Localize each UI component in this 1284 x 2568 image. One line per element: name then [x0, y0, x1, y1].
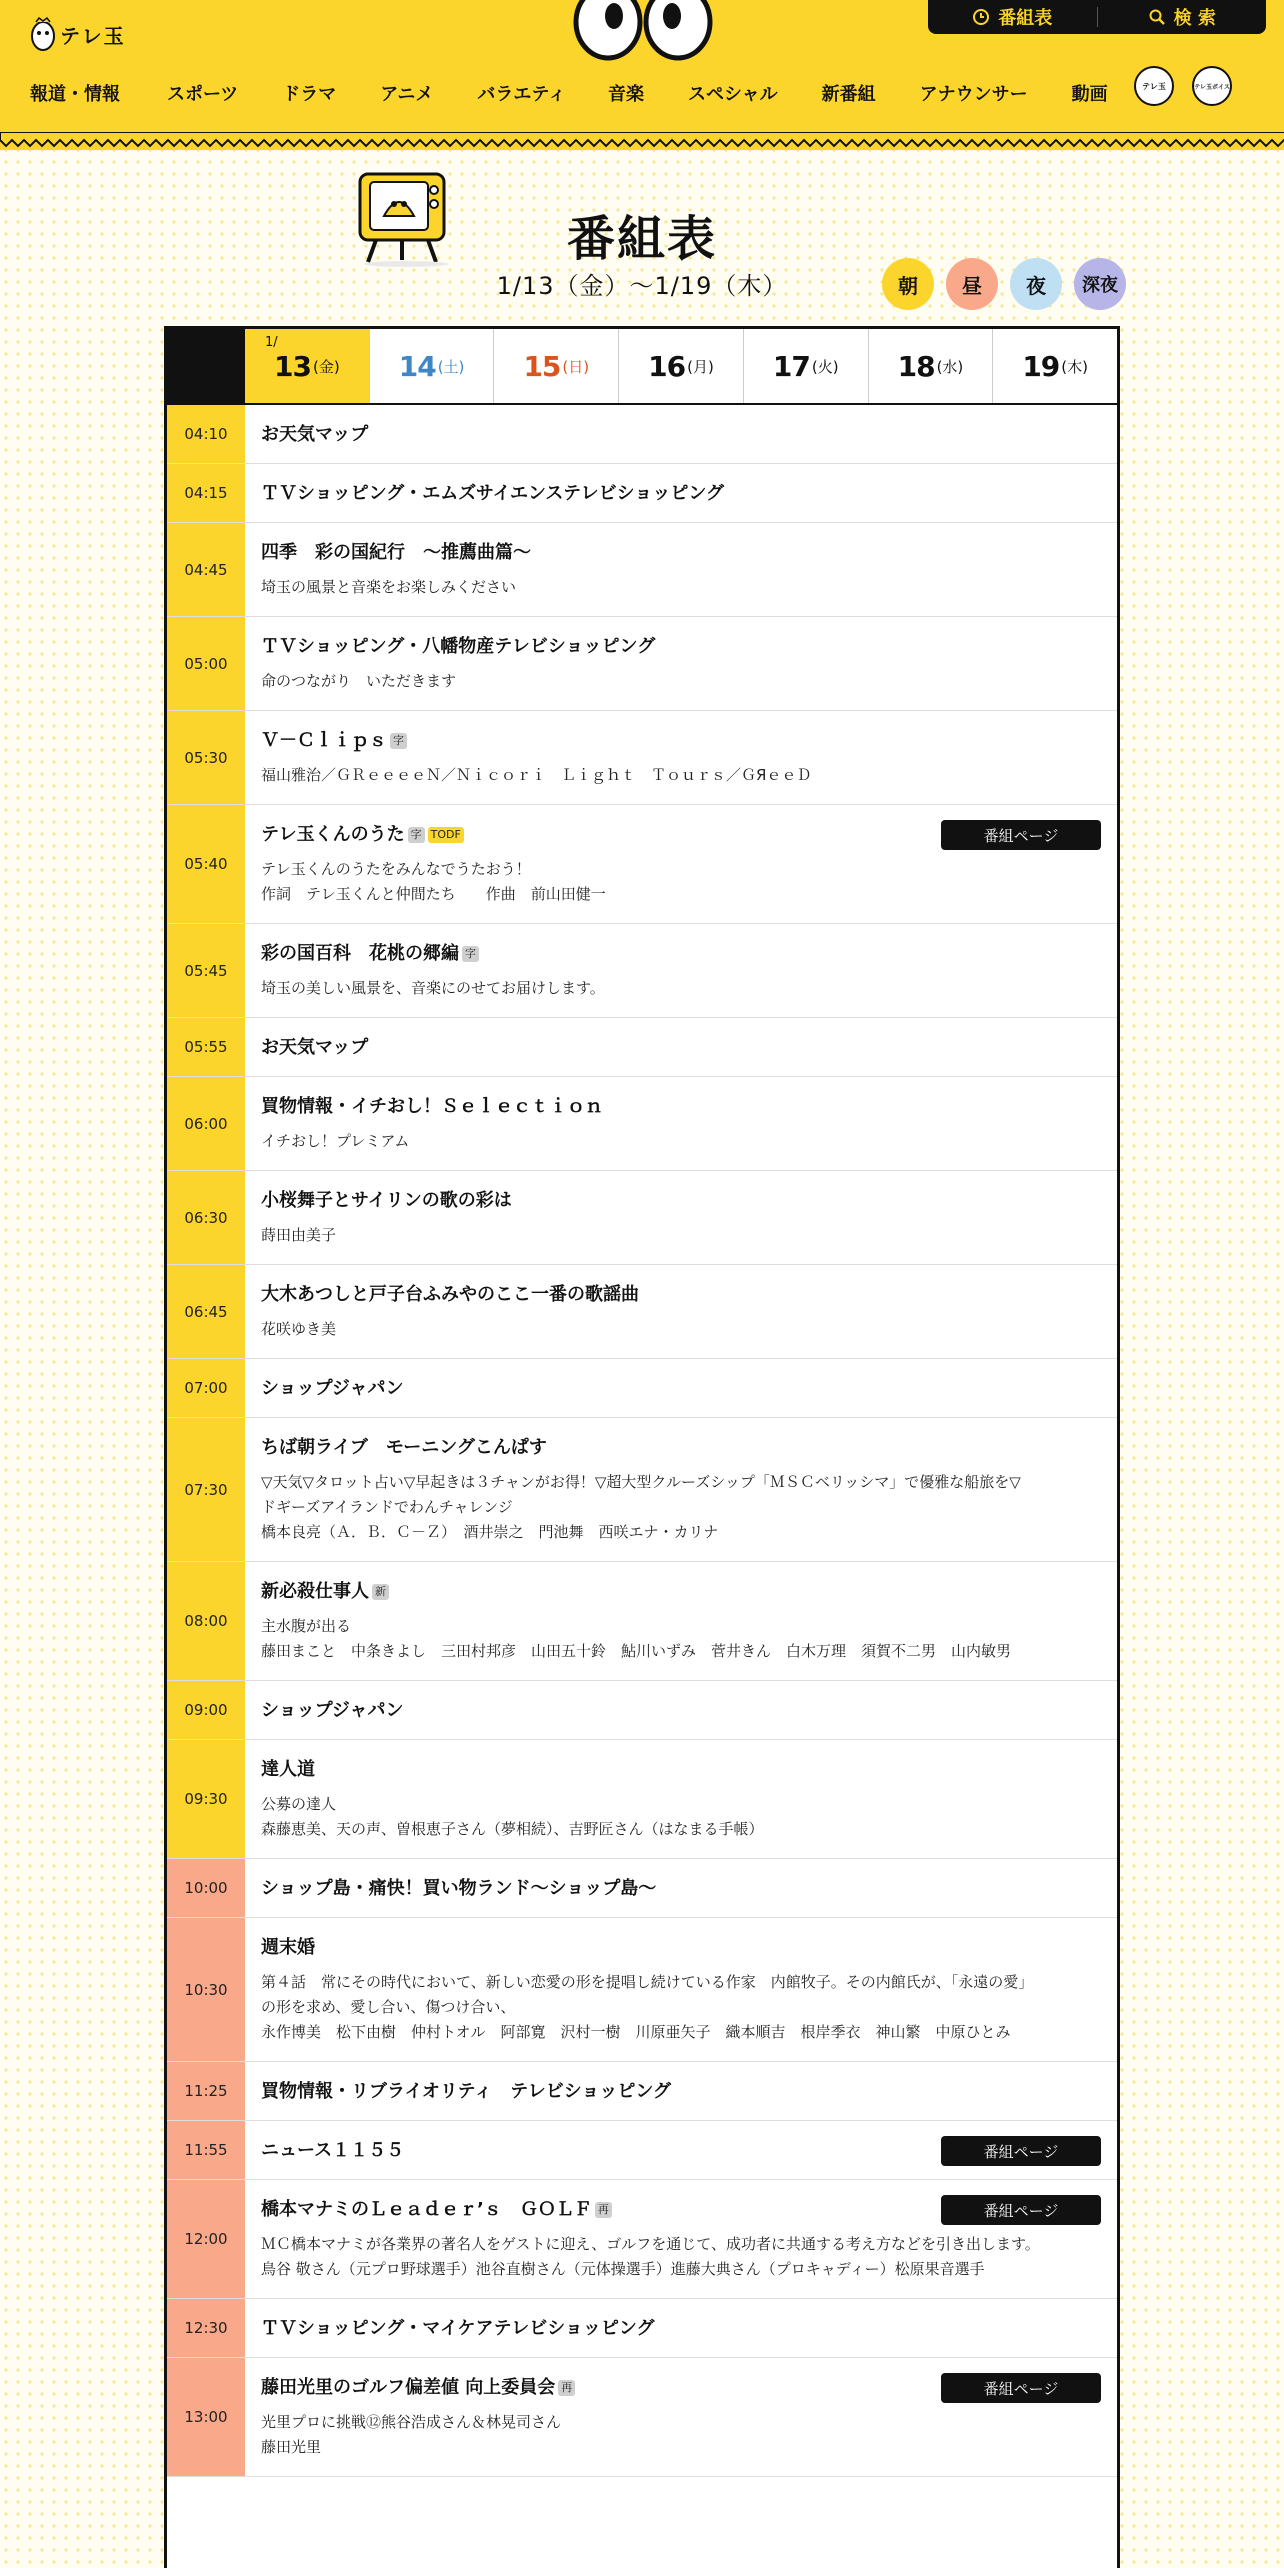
tele-tama-mascot-icon [30, 16, 56, 52]
day-tab-weekday: (火) [811, 357, 839, 376]
program-description [261, 1470, 1101, 1545]
program-row [167, 2299, 1117, 2358]
program-description-line: 公募の達人 [261, 1795, 337, 1813]
program-title-line [261, 1877, 1101, 1901]
program-cell[interactable] [245, 405, 1117, 463]
program-row [167, 1018, 1117, 1077]
program-time: 10:00 [167, 1859, 245, 1917]
program-description-line: 光里プロに挑戦⑫熊谷浩成さん＆林晃司さん [261, 2413, 562, 2431]
site-header [0, 0, 1284, 150]
day-tab-weekday: (月) [687, 357, 714, 376]
program-description-line: イチおし！プレミアム [261, 1132, 410, 1150]
day-tab-number: 13 [274, 349, 311, 383]
program-time: 07:30 [167, 1418, 245, 1561]
program-title: 橋本マナミのＬｅａｄｅｒ’ｓ ＧＯＬＦ [261, 2199, 592, 2220]
program-title-line [261, 635, 1101, 659]
program-time: 06:45 [167, 1265, 245, 1358]
main-nav [30, 78, 1108, 108]
program-description-line: 橋本良亮（Ａ．Ｂ．Ｃ－Ｚ） 酒井崇之 門池舞 西咲エナ・カリナ [261, 1523, 719, 1541]
program-row [167, 464, 1117, 523]
program-time: 04:10 [167, 405, 245, 463]
nav-anime[interactable]: アニメ [380, 84, 434, 105]
program-cell[interactable] [245, 2299, 1117, 2357]
program-row [167, 1418, 1117, 1562]
program-badge: 新 [372, 1584, 389, 1600]
date-range: 1/13（金）〜1/19（木） [496, 272, 788, 300]
program-description [261, 2410, 1101, 2460]
clock-icon [972, 8, 990, 26]
nav-drama[interactable]: ドラマ [282, 84, 337, 105]
program-title: ＴＶショッピング・エムズサイエンステレビショッピング [261, 483, 724, 504]
program-title-line [261, 1436, 1101, 1460]
tele-tama-voice-label: テレ玉ボイス [1194, 83, 1230, 91]
program-row [167, 2358, 1117, 2477]
day-tab-18[interactable] [869, 329, 994, 403]
program-description [261, 1317, 1101, 1342]
program-title-line [261, 1580, 1101, 1604]
program-time: 05:40 [167, 805, 245, 923]
period-late-night-button[interactable]: 深夜 [1074, 258, 1126, 310]
program-description [261, 2232, 1101, 2282]
page-title: 番組表 [566, 211, 717, 267]
program-page-button[interactable]: 番組ページ [941, 820, 1101, 850]
program-cell[interactable] [245, 1918, 1117, 2061]
program-title-line [261, 541, 1101, 565]
day-tab-number: 18 [897, 349, 935, 383]
program-description [261, 1614, 1101, 1664]
program-cell[interactable] [245, 1681, 1117, 1739]
nav-music[interactable]: 音楽 [607, 84, 644, 105]
program-title-line [261, 729, 1101, 753]
program-title-line [261, 482, 1101, 506]
program-title: 大木あつしと戸子台ふみやのここ一番の歌謡曲 [261, 1284, 639, 1305]
nav-new-programs[interactable]: 新番組 [821, 84, 876, 105]
period-morning-button[interactable]: 朝 [882, 258, 934, 310]
program-cell[interactable] [245, 2062, 1117, 2120]
program-cell[interactable] [245, 1018, 1117, 1076]
program-badge: 再 [595, 2202, 612, 2218]
program-title-line [261, 1283, 1101, 1307]
period-evening-button[interactable]: 夜 [1010, 258, 1062, 310]
program-time: 10:30 [167, 1918, 245, 2061]
program-title: ニュース１１５５ [261, 2140, 405, 2161]
program-description-line: 第４話 常にその時代において、新しい恋愛の形を提唱し続けている作家 内館牧子。その内館氏が、「永遠の愛」 [261, 1973, 1034, 1991]
program-cell[interactable] [245, 1077, 1117, 1170]
program-description-line: 福山雅治／ＧＲｅｅｅｅＮ／Ｎｉｃｏｒｉ Ｌｉｇｈｔ Ｔｏｕｒｓ／ＧЯｅｅＤ [261, 766, 812, 784]
day-tab-number: 14 [398, 349, 436, 383]
day-tab-16[interactable] [619, 329, 744, 403]
program-cell[interactable] [245, 617, 1117, 710]
program-title-line [261, 1036, 1101, 1060]
program-description-line: テレ玉くんのうたをみんなでうたおう！ [261, 860, 531, 878]
day-tab-weekday: (日) [562, 357, 590, 376]
program-cell[interactable] [245, 1740, 1117, 1858]
day-tab-19[interactable] [993, 329, 1117, 403]
tele-tama-app-icon[interactable] [1134, 66, 1174, 106]
program-description-line: 永作博美 松下由樹 仲村トオル 阿部寛 沢村一樹 川原亜矢子 織本順吉 根岸季衣 神山繁 中原ひとみ [261, 2023, 1011, 2041]
program-description-line: 花咲ゆき美 [261, 1320, 337, 1338]
program-description-line: 命のつながり いただきます [261, 672, 457, 690]
logo-text: テレ玉 [60, 23, 126, 48]
day-tab-17[interactable] [744, 329, 869, 403]
program-description-line: ▽天気▽タロット占い▽早起きは３チャンがお得！▽超大型クルーズシップ「ＭＳＣベリッシマ」で優雅な船旅を▽ [261, 1473, 1021, 1491]
program-title-line [261, 942, 1101, 966]
program-page-button[interactable]: 番組ページ [941, 2195, 1101, 2225]
program-badge: 再 [558, 2380, 575, 2396]
day-tab-number: 16 [648, 349, 686, 383]
program-row [167, 523, 1117, 617]
program-time: 11:25 [167, 2062, 245, 2120]
program-cell[interactable] [245, 1859, 1117, 1917]
program-badge: 字 [462, 946, 479, 962]
program-title-line [261, 1758, 1101, 1782]
program-title: Ｖ－Ｃｌｉｐｓ [261, 730, 387, 751]
program-row [167, 405, 1117, 464]
day-tab-number: 17 [772, 349, 810, 383]
program-description [261, 669, 1101, 694]
program-row [167, 2180, 1117, 2299]
program-title-line [261, 1377, 1101, 1401]
program-row [167, 1681, 1117, 1740]
program-schedule [164, 326, 1120, 2568]
program-title: 週末婚 [261, 1937, 315, 1958]
program-title: お天気マップ [261, 424, 369, 445]
program-time: 05:30 [167, 711, 245, 804]
day-tab-weekday: (金) [312, 357, 340, 376]
program-title: ショップジャパン [261, 1700, 404, 1721]
day-tab-15[interactable] [494, 329, 619, 403]
mascot-eyes-icon [568, 0, 718, 62]
program-title: 新必殺仕事人 [261, 1581, 369, 1602]
program-cell[interactable] [245, 1418, 1117, 1561]
program-title: 買物情報・リブライオリティ テレビショッピング [261, 2081, 672, 2102]
program-cell[interactable] [245, 464, 1117, 522]
program-description [261, 857, 1101, 907]
program-time: 04:15 [167, 464, 245, 522]
program-title-line [261, 1095, 1101, 1119]
nav-announcers[interactable]: アナウンサー [919, 84, 1028, 105]
program-time: 07:00 [167, 1359, 245, 1417]
day-tab-number: 15 [523, 349, 561, 383]
program-time: 06:30 [167, 1171, 245, 1264]
program-title-line [261, 2080, 1101, 2104]
period-filter [882, 258, 1126, 310]
search-button[interactable] [1098, 0, 1267, 34]
program-title: 彩の国百科 花桃の郷編 [261, 943, 459, 964]
program-time: 08:00 [167, 1562, 245, 1680]
program-description-line: 埼玉の美しい風景を、音楽にのせてお届けします。 [261, 979, 605, 997]
program-title: ショップ島・痛快！買い物ランド～ショップ島～ [261, 1878, 657, 1899]
program-row [167, 1562, 1117, 1681]
program-time: 12:00 [167, 2180, 245, 2298]
program-badge: 字 [390, 733, 407, 749]
program-page-button[interactable]: 番組ページ [941, 2136, 1101, 2166]
program-description [261, 1129, 1101, 1154]
program-description-line: 埼玉の風景と音楽をお楽しみください [261, 578, 517, 596]
program-cell[interactable] [245, 1171, 1117, 1264]
nav-icon-links [1134, 66, 1232, 106]
site-logo[interactable] [30, 16, 126, 52]
program-row [167, 1359, 1117, 1418]
program-cell[interactable] [245, 805, 1117, 923]
program-description-line: 森藤恵美、天の声、曽根恵子さん（夢相続）、吉野匠さん（はなまる手帳） [261, 1820, 764, 1838]
program-row [167, 1077, 1117, 1171]
period-daytime-button[interactable]: 昼 [946, 258, 998, 310]
program-description [261, 976, 1101, 1001]
day-tab-weekday: (土) [437, 357, 465, 376]
day-tab-14[interactable] [370, 329, 495, 403]
program-title-line [261, 1699, 1101, 1723]
program-description [261, 1223, 1101, 1248]
program-cell[interactable] [245, 711, 1117, 804]
program-list [167, 405, 1117, 2477]
program-description [261, 575, 1101, 600]
program-title: 小桜舞子とサイリンの歌の彩は [261, 1190, 512, 1211]
day-tab-weekday: (木) [1061, 357, 1089, 376]
program-description-line: の形を求め、愛し合い、傷つけ合い、 [261, 1998, 516, 2016]
program-title: 買物情報・イチおし！Ｓｅｌｅｃｔｉｏｎ [261, 1096, 603, 1117]
program-row [167, 805, 1117, 924]
program-title: ショップジャパン [261, 1378, 404, 1399]
tele-tama-app-label: テレ玉 [1142, 81, 1166, 91]
program-title: 藤田光里のゴルフ偏差値 向上委員会 [261, 2377, 556, 2398]
program-title: ちば朝ライブ モーニングこんぱす [261, 1437, 547, 1458]
schedule-button[interactable] [928, 0, 1097, 34]
program-title-line [261, 2317, 1101, 2341]
program-cell[interactable] [245, 2121, 1117, 2179]
search-button-label: 検 索 [1173, 8, 1216, 29]
program-cell[interactable] [245, 523, 1117, 616]
search-icon [1148, 8, 1166, 26]
program-cell[interactable] [245, 2180, 1117, 2298]
program-badge: TODF [428, 827, 464, 843]
program-title: ＴＶショッピング・マイケアテレビショッピング [261, 2318, 655, 2339]
program-row [167, 711, 1117, 805]
program-time: 12:30 [167, 2299, 245, 2357]
program-title: お天気マップ [261, 1037, 369, 1058]
nav-variety[interactable]: バラエティ [477, 84, 566, 105]
tele-tama-voice-icon[interactable] [1192, 66, 1232, 106]
program-row [167, 1265, 1117, 1359]
program-description-line: ＭＣ橋本マナミが各業界の著名人をゲストに迎え、ゴルフを通じて、成功者に共通する考え方などを引き出します。 [261, 2235, 1040, 2253]
program-row [167, 1740, 1117, 1859]
program-row [167, 617, 1117, 711]
program-row [167, 1918, 1117, 2062]
header-button-group [928, 0, 1266, 34]
program-cell[interactable] [245, 2358, 1117, 2476]
program-row [167, 1859, 1117, 1918]
program-badge: 字 [408, 827, 425, 843]
program-time: 13:00 [167, 2358, 245, 2476]
program-time: 05:45 [167, 924, 245, 1017]
program-description [261, 1970, 1101, 2045]
nav-news[interactable]: 報道・情報 [30, 84, 120, 105]
program-page-button[interactable]: 番組ページ [941, 2373, 1101, 2403]
program-time: 05:00 [167, 617, 245, 710]
nav-videos[interactable]: 動画 [1071, 84, 1108, 105]
program-description-line: 藤田光里 [261, 2438, 322, 2456]
program-description-line: 藤田まこと 中条きよし 三田村邦彦 山田五十鈴 鮎川いずみ 菅井きん 白木万理 須賀不二男 山内敏男 [261, 1642, 1012, 1660]
program-title-line [261, 1189, 1101, 1213]
program-description-line: 蒔田由美子 [261, 1226, 337, 1244]
program-description-line: 主水腹が出る [261, 1617, 352, 1635]
day-tab-13[interactable] [245, 329, 370, 403]
program-time: 09:00 [167, 1681, 245, 1739]
day-tab-month: 1/ [265, 335, 278, 350]
program-row [167, 1171, 1117, 1265]
program-time: 09:30 [167, 1740, 245, 1858]
program-title-line [261, 423, 1101, 447]
nav-sports[interactable]: スポーツ [167, 84, 239, 105]
day-tab-weekday: (水) [936, 357, 964, 376]
day-selector-corner [167, 329, 245, 403]
program-title: 四季 彩の国紀行 ～推薦曲篇～ [261, 542, 531, 563]
program-description-line: 作詞 テレ玉くんと仲間たち 作曲 前山田健一 [261, 885, 606, 903]
program-description [261, 763, 1101, 788]
program-description-line: ドギーズアイランドでわんチャレンジ [261, 1498, 513, 1516]
program-description [261, 1792, 1101, 1842]
program-description-line: 鳥谷 敬さん（元プロ野球選手）池谷直樹さん（元体操選手）進藤大典さん（プロキャディー）松原果音選手 [261, 2260, 985, 2278]
program-cell[interactable] [245, 1265, 1117, 1358]
program-title: 達人道 [261, 1759, 315, 1780]
program-row [167, 924, 1117, 1018]
day-selector [167, 329, 1117, 405]
program-title-line [261, 1936, 1101, 1960]
day-tab-number: 19 [1022, 349, 1060, 383]
program-title: ＴＶショッピング・八幡物産テレビショッピング [261, 636, 656, 657]
program-title: テレ玉くんのうた [261, 824, 405, 845]
program-time: 04:45 [167, 523, 245, 616]
nav-special[interactable]: スペシャル [687, 84, 778, 105]
header-zigzag-edge [0, 132, 1284, 148]
program-time: 05:55 [167, 1018, 245, 1076]
program-row [167, 2121, 1117, 2180]
program-row [167, 2062, 1117, 2121]
program-cell[interactable] [245, 1359, 1117, 1417]
program-time: 11:55 [167, 2121, 245, 2179]
program-cell[interactable] [245, 924, 1117, 1017]
program-cell[interactable] [245, 1562, 1117, 1680]
program-time: 06:00 [167, 1077, 245, 1170]
schedule-button-label: 番組表 [998, 8, 1053, 29]
